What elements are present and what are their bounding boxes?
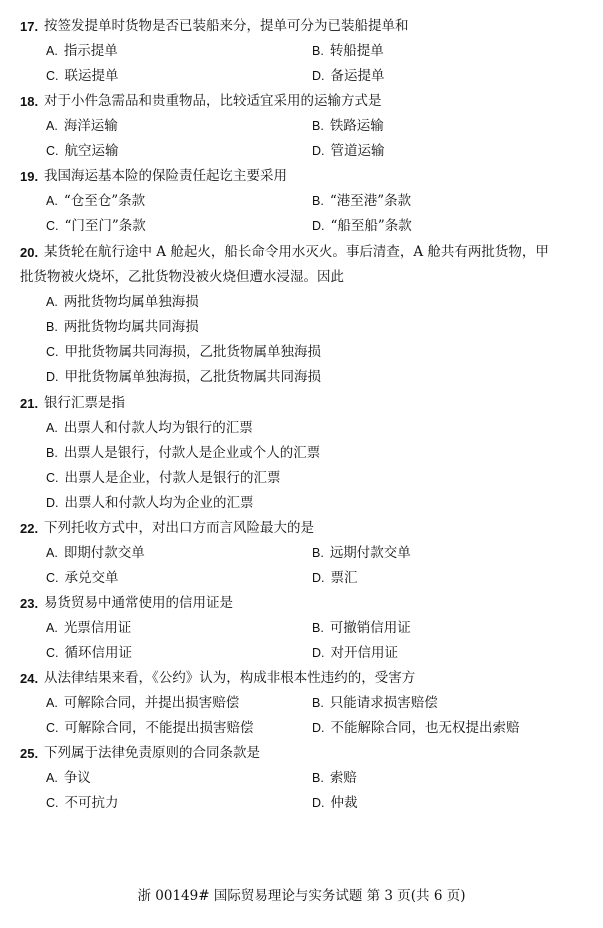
question-number: 19.: [20, 169, 39, 184]
option-letter: D.: [312, 69, 325, 83]
option-letter: D.: [312, 219, 325, 233]
option-text: 航空运输: [64, 143, 119, 159]
option-letter: A.: [46, 194, 58, 208]
option-a: [46, 616, 312, 641]
question-stem: [20, 741, 587, 766]
option-letter: C.: [46, 721, 59, 735]
option-text: 出票人和付款人均为企业的汇票: [64, 495, 254, 511]
option-text: 仲裁: [330, 795, 358, 811]
question-19: [20, 164, 587, 239]
option-letter: C.: [46, 571, 59, 585]
option-c: [46, 64, 312, 89]
question-24: [20, 666, 587, 741]
option-c: [46, 340, 587, 365]
option-c: [46, 566, 312, 591]
option-text: 不可抗力: [64, 795, 119, 811]
option-letter: D.: [46, 370, 59, 384]
option-letter: C.: [46, 69, 59, 83]
option-text: 联运提单: [64, 68, 119, 84]
option-letter: D.: [312, 721, 325, 735]
option-d: [312, 566, 578, 591]
option-c: [46, 716, 312, 741]
option-text: “船至船”条款: [330, 218, 412, 234]
option-b: [312, 616, 578, 641]
option-letter: A.: [46, 44, 58, 58]
option-letter: B.: [312, 546, 324, 560]
question-stem: [20, 391, 587, 416]
option-letter: B.: [312, 771, 324, 785]
option-c: [46, 214, 312, 239]
option-letter: B.: [312, 194, 324, 208]
option-text: “港至港”条款: [329, 193, 412, 209]
option-text: 管道运输: [330, 143, 385, 159]
option-b: [312, 541, 578, 566]
option-a: [46, 691, 312, 716]
option-d: [312, 64, 578, 89]
question-number: 18.: [20, 94, 39, 109]
option-a: [46, 189, 312, 214]
question-stem: [20, 164, 587, 189]
option-c: [46, 791, 312, 816]
option-a: [46, 541, 312, 566]
question-text: 对于小件急需品和贵重物品，比较适宜采用的运输方式是: [44, 93, 382, 109]
option-b: [312, 189, 578, 214]
option-d: [312, 716, 578, 741]
option-letter: C.: [46, 219, 59, 233]
option-text: 转船提单: [329, 43, 384, 59]
question-25: [20, 741, 587, 816]
option-text: 争议: [63, 770, 91, 786]
option-text: 不能解除合同，也无权提出索赔: [330, 720, 520, 736]
question-20: [20, 240, 587, 390]
option-letter: C.: [46, 471, 59, 485]
question-text: 下列属于法律免责原则的合同条款是: [44, 745, 260, 761]
question-text-line-2: 批货物被火烧坏，乙批货物没被火烧但遭水浸湿。因此: [20, 269, 344, 285]
option-letter: D.: [312, 571, 325, 585]
option-letter: D.: [312, 646, 325, 660]
question-stem: [20, 516, 587, 541]
option-a: [46, 39, 312, 64]
question-stem: [20, 14, 587, 39]
option-letter: A.: [46, 696, 58, 710]
option-letter: B.: [312, 696, 324, 710]
question-text: 从法律结果来看，《公约》认为，构成非根本性违约的，受害方: [44, 670, 416, 686]
option-letter: A.: [46, 421, 58, 435]
option-text: 循环信用证: [64, 645, 132, 661]
option-letter: D.: [46, 496, 59, 510]
question-text-line-1: 某货轮在航行途中 A 舱起火，船长命令用水灭火。事后清查，A 舱共有两批货物，甲: [44, 244, 549, 260]
option-b: [46, 441, 587, 466]
option-text: 索赔: [329, 770, 357, 786]
option-letter: D.: [312, 144, 325, 158]
question-number: 24.: [20, 671, 39, 686]
option-d: [46, 491, 587, 516]
question-text: 易货贸易中通常使用的信用证是: [44, 595, 233, 611]
option-text: 铁路运输: [329, 118, 384, 134]
page-footer: 浙 00149# 国际贸易理论与实务试题 第 3 页(共 6 页): [137, 888, 466, 904]
option-a: [46, 416, 587, 441]
option-b: [312, 114, 578, 139]
option-text: 光票信用证: [63, 620, 132, 636]
question-stem: [20, 89, 587, 114]
option-letter: A.: [46, 771, 58, 785]
option-b: [46, 315, 587, 340]
option-text: 可解除合同，并提出损害赔偿: [63, 695, 240, 711]
option-text: 指示提单: [63, 43, 118, 59]
option-text: 甲批货物属共同海损，乙批货物属单独海损: [64, 344, 321, 360]
question-number: 21.: [20, 396, 39, 411]
question-text: 按签发提单时货物是否已装船来分，提单可分为已装船提单和: [44, 18, 409, 34]
question-number: 20.: [20, 245, 39, 260]
option-letter: B.: [312, 621, 324, 635]
option-letter: C.: [46, 646, 59, 660]
question-number: 23.: [20, 596, 39, 611]
option-text: 甲批货物属单独海损，乙批货物属共同海损: [64, 369, 321, 385]
option-d: [312, 214, 578, 239]
option-b: [312, 39, 578, 64]
question-text: 下列托收方式中，对出口方而言风险最大的是: [44, 520, 314, 536]
option-d: [312, 791, 578, 816]
question-22: [20, 516, 587, 591]
question-18: [20, 89, 587, 164]
option-text: 承兑交单: [64, 570, 119, 586]
option-text: 对开信用证: [330, 645, 398, 661]
option-b: [312, 691, 578, 716]
option-a: [46, 766, 312, 791]
option-c: [46, 466, 587, 491]
question-text: 银行汇票是指: [44, 395, 125, 411]
question-stem-continued: [20, 265, 587, 290]
question-number: 22.: [20, 521, 39, 536]
option-text: “门至门”条款: [64, 218, 146, 234]
option-letter: D.: [312, 796, 325, 810]
option-letter: A.: [46, 621, 58, 635]
option-a: [46, 114, 312, 139]
question-number: 17.: [20, 19, 39, 34]
option-text: 可撤销信用证: [329, 620, 411, 636]
option-text: 远期付款交单: [329, 545, 411, 561]
question-23: [20, 591, 587, 666]
question-stem: [20, 591, 587, 616]
option-letter: A.: [46, 546, 58, 560]
option-text: 两批货物均属共同海损: [63, 319, 199, 335]
option-letter: B.: [46, 446, 58, 460]
option-text: “仓至仓”条款: [63, 193, 146, 209]
option-c: [46, 641, 312, 666]
option-c: [46, 139, 312, 164]
option-letter: A.: [46, 119, 58, 133]
option-letter: B.: [312, 119, 324, 133]
option-text: 只能请求损害赔偿: [329, 695, 438, 711]
question-number: 25.: [20, 746, 39, 761]
option-d: [312, 139, 578, 164]
option-letter: C.: [46, 796, 59, 810]
question-17: [20, 14, 587, 89]
option-text: 出票人是企业，付款人是银行的汇票: [64, 470, 281, 486]
option-text: 出票人是银行，付款人是企业或个人的汇票: [63, 445, 321, 461]
option-a: [46, 290, 587, 315]
option-letter: B.: [46, 320, 58, 334]
option-letter: C.: [46, 345, 59, 359]
option-letter: C.: [46, 144, 59, 158]
question-stem: [20, 240, 587, 265]
option-b: [312, 766, 578, 791]
option-text: 海洋运输: [63, 118, 118, 134]
question-21: [20, 391, 587, 516]
option-text: 出票人和付款人均为银行的汇票: [63, 420, 253, 436]
option-text: 票汇: [330, 570, 358, 586]
option-d: [312, 641, 578, 666]
option-text: 两批货物均属单独海损: [63, 294, 199, 310]
option-text: 即期付款交单: [63, 545, 145, 561]
question-stem: [20, 666, 587, 691]
option-letter: B.: [312, 44, 324, 58]
option-text: 备运提单: [330, 68, 385, 84]
option-text: 可解除合同，不能提出损害赔偿: [64, 720, 254, 736]
question-text: 我国海运基本险的保险责任起讫主要采用: [44, 168, 287, 184]
option-d: [46, 365, 587, 390]
option-letter: A.: [46, 295, 58, 309]
